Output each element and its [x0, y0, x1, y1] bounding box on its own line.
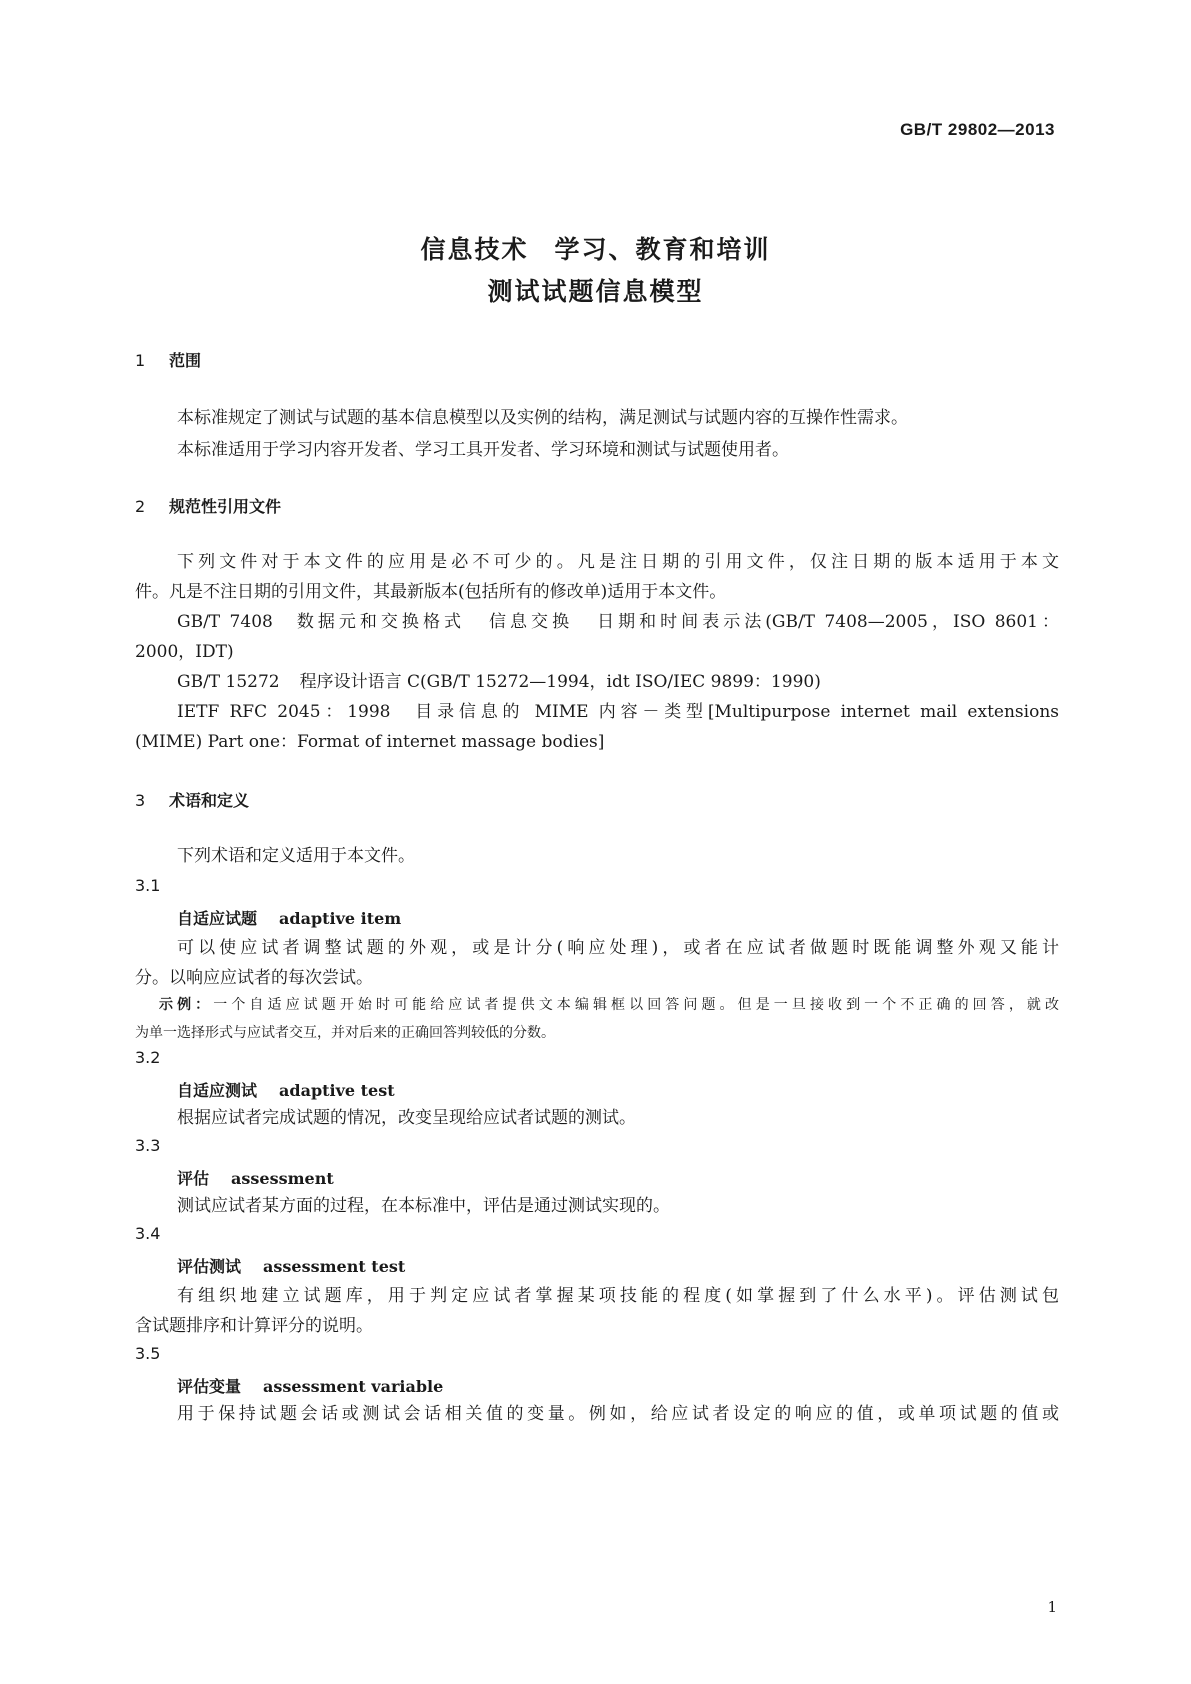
term-definition-line2: 分。以响应应试者的每次尝试。	[135, 968, 373, 988]
term-number: 3.2	[135, 1048, 161, 1067]
term-definition-line1: 测试应试者某方面的过程，在本标准中，评估是通过测试实现的。	[177, 1196, 670, 1216]
term-number: 3.1	[135, 876, 161, 895]
page-number: 1	[1047, 1598, 1057, 1616]
section3-intro: 下列术语和定义适用于本文件。	[177, 846, 415, 866]
term-definition-line1: 可以使应试者调整试题的外观，或是计分(响应处理)，或者在应试者做题时既能调整外观又能计	[177, 938, 1059, 958]
term-heading	[177, 1374, 443, 1397]
document-title-line2: 测试试题信息模型	[487, 277, 704, 306]
title-part2: 学习、教育和培训	[554, 235, 771, 264]
term-zh: 自适应试题	[177, 909, 258, 928]
reference-2	[135, 666, 1059, 698]
term-zh: 评估变量	[177, 1377, 242, 1396]
term-definition-line1: 根据应试者完成试题的情况，改变呈现给应试者试题的测试。	[177, 1108, 636, 1128]
section1-heading	[135, 348, 201, 371]
section2-title: 规范性引用文件	[169, 497, 282, 516]
section2-heading	[135, 494, 281, 517]
section1-title: 范围	[169, 351, 202, 370]
section2-number: 2	[135, 497, 146, 516]
term-heading	[177, 1166, 334, 1189]
term-zh: 自适应测试	[177, 1081, 258, 1100]
section3-title: 术语和定义	[169, 791, 250, 810]
term-heading	[177, 906, 401, 929]
term-definition-line2: 含试题排序和计算评分的说明。	[135, 1316, 373, 1336]
term-en: assessment	[231, 1169, 334, 1188]
section1-para2: 本标准适用于学习内容开发者、学习工具开发者、学习环境和测试与试题使用者。	[177, 440, 789, 460]
reference-3-line2: (MIME) Part one：Format of internet massage bodies]	[135, 732, 605, 752]
example-text-1: 一个自适应试题开始时可能给应试者提供文本编辑框以回答问题。但是一旦接收到一个不正确的回答，就改	[213, 997, 1060, 1013]
standard-code: GB/T 29802—2013	[900, 120, 1055, 139]
ref3-title: 目录信息的 MIME 内容－类型[Multipurpose internet mail extensions	[410, 702, 1059, 722]
term-definition-line1: 用于保持试题会话或测试会话相关值的变量。例如，给应试者设定的响应的值，或单项试题的值或	[177, 1404, 1059, 1424]
section3-heading	[135, 788, 249, 811]
term-zh: 评估测试	[177, 1257, 242, 1276]
section1-number: 1	[135, 351, 146, 370]
example-note-line1	[135, 990, 1059, 1020]
section2-para-line1: 下列文件对于本文件的应用是必不可少的。凡是注日期的引用文件，仅注日期的版本适用于本文	[177, 552, 1059, 572]
section1-para1: 本标准规定了测试与试题的基本信息模型以及实例的结构，满足测试与试题内容的互操作性需求。	[177, 408, 908, 428]
reference-3	[135, 696, 1059, 728]
ref1-title-a: 数据元和交换格式	[292, 612, 465, 632]
term-en: adaptive item	[279, 909, 402, 928]
title-part1: 信息技术	[420, 235, 529, 264]
term-number: 3.5	[135, 1344, 161, 1363]
reference-1	[135, 606, 1059, 638]
document-title-line1	[0, 230, 1191, 266]
ref2-code: GB/T 15272	[177, 672, 280, 692]
ref2-title: 程序设计语言 C(GB/T 15272—1994，idt ISO/IEC 9899：1990)	[299, 672, 821, 692]
section2-para-line2: 件。凡是不注日期的引用文件，其最新版本(包括所有的修改单)适用于本文件。	[135, 582, 727, 602]
ref3-code: IETF RFC 2045：1998	[177, 702, 391, 722]
ref1-title-b: 信息交换	[485, 612, 574, 632]
ref1-title-c: 日期和时间表示法(GB/T 7408—2005，ISO 8601：	[593, 612, 1060, 632]
term-heading	[177, 1078, 395, 1101]
section3-number: 3	[135, 791, 146, 810]
term-zh: 评估	[177, 1169, 210, 1188]
ref1-code: GB/T 7408	[177, 612, 273, 632]
term-heading	[177, 1254, 405, 1277]
term-en: adaptive test	[279, 1081, 395, 1100]
example-label: 示例：	[159, 997, 214, 1013]
term-en: assessment variable	[263, 1377, 444, 1396]
reference-1-line2: 2000，IDT)	[135, 642, 234, 662]
term-definition-line1: 有组织地建立试题库，用于判定应试者掌握某项技能的程度(如掌握到了什么水平)。评估测试包	[177, 1286, 1059, 1306]
example-note-line2: 为单一选择形式与应试者交互，并对后来的正确回答判较低的分数。	[135, 1025, 555, 1041]
term-number: 3.3	[135, 1136, 161, 1155]
term-en: assessment test	[263, 1257, 406, 1276]
term-number: 3.4	[135, 1224, 161, 1243]
